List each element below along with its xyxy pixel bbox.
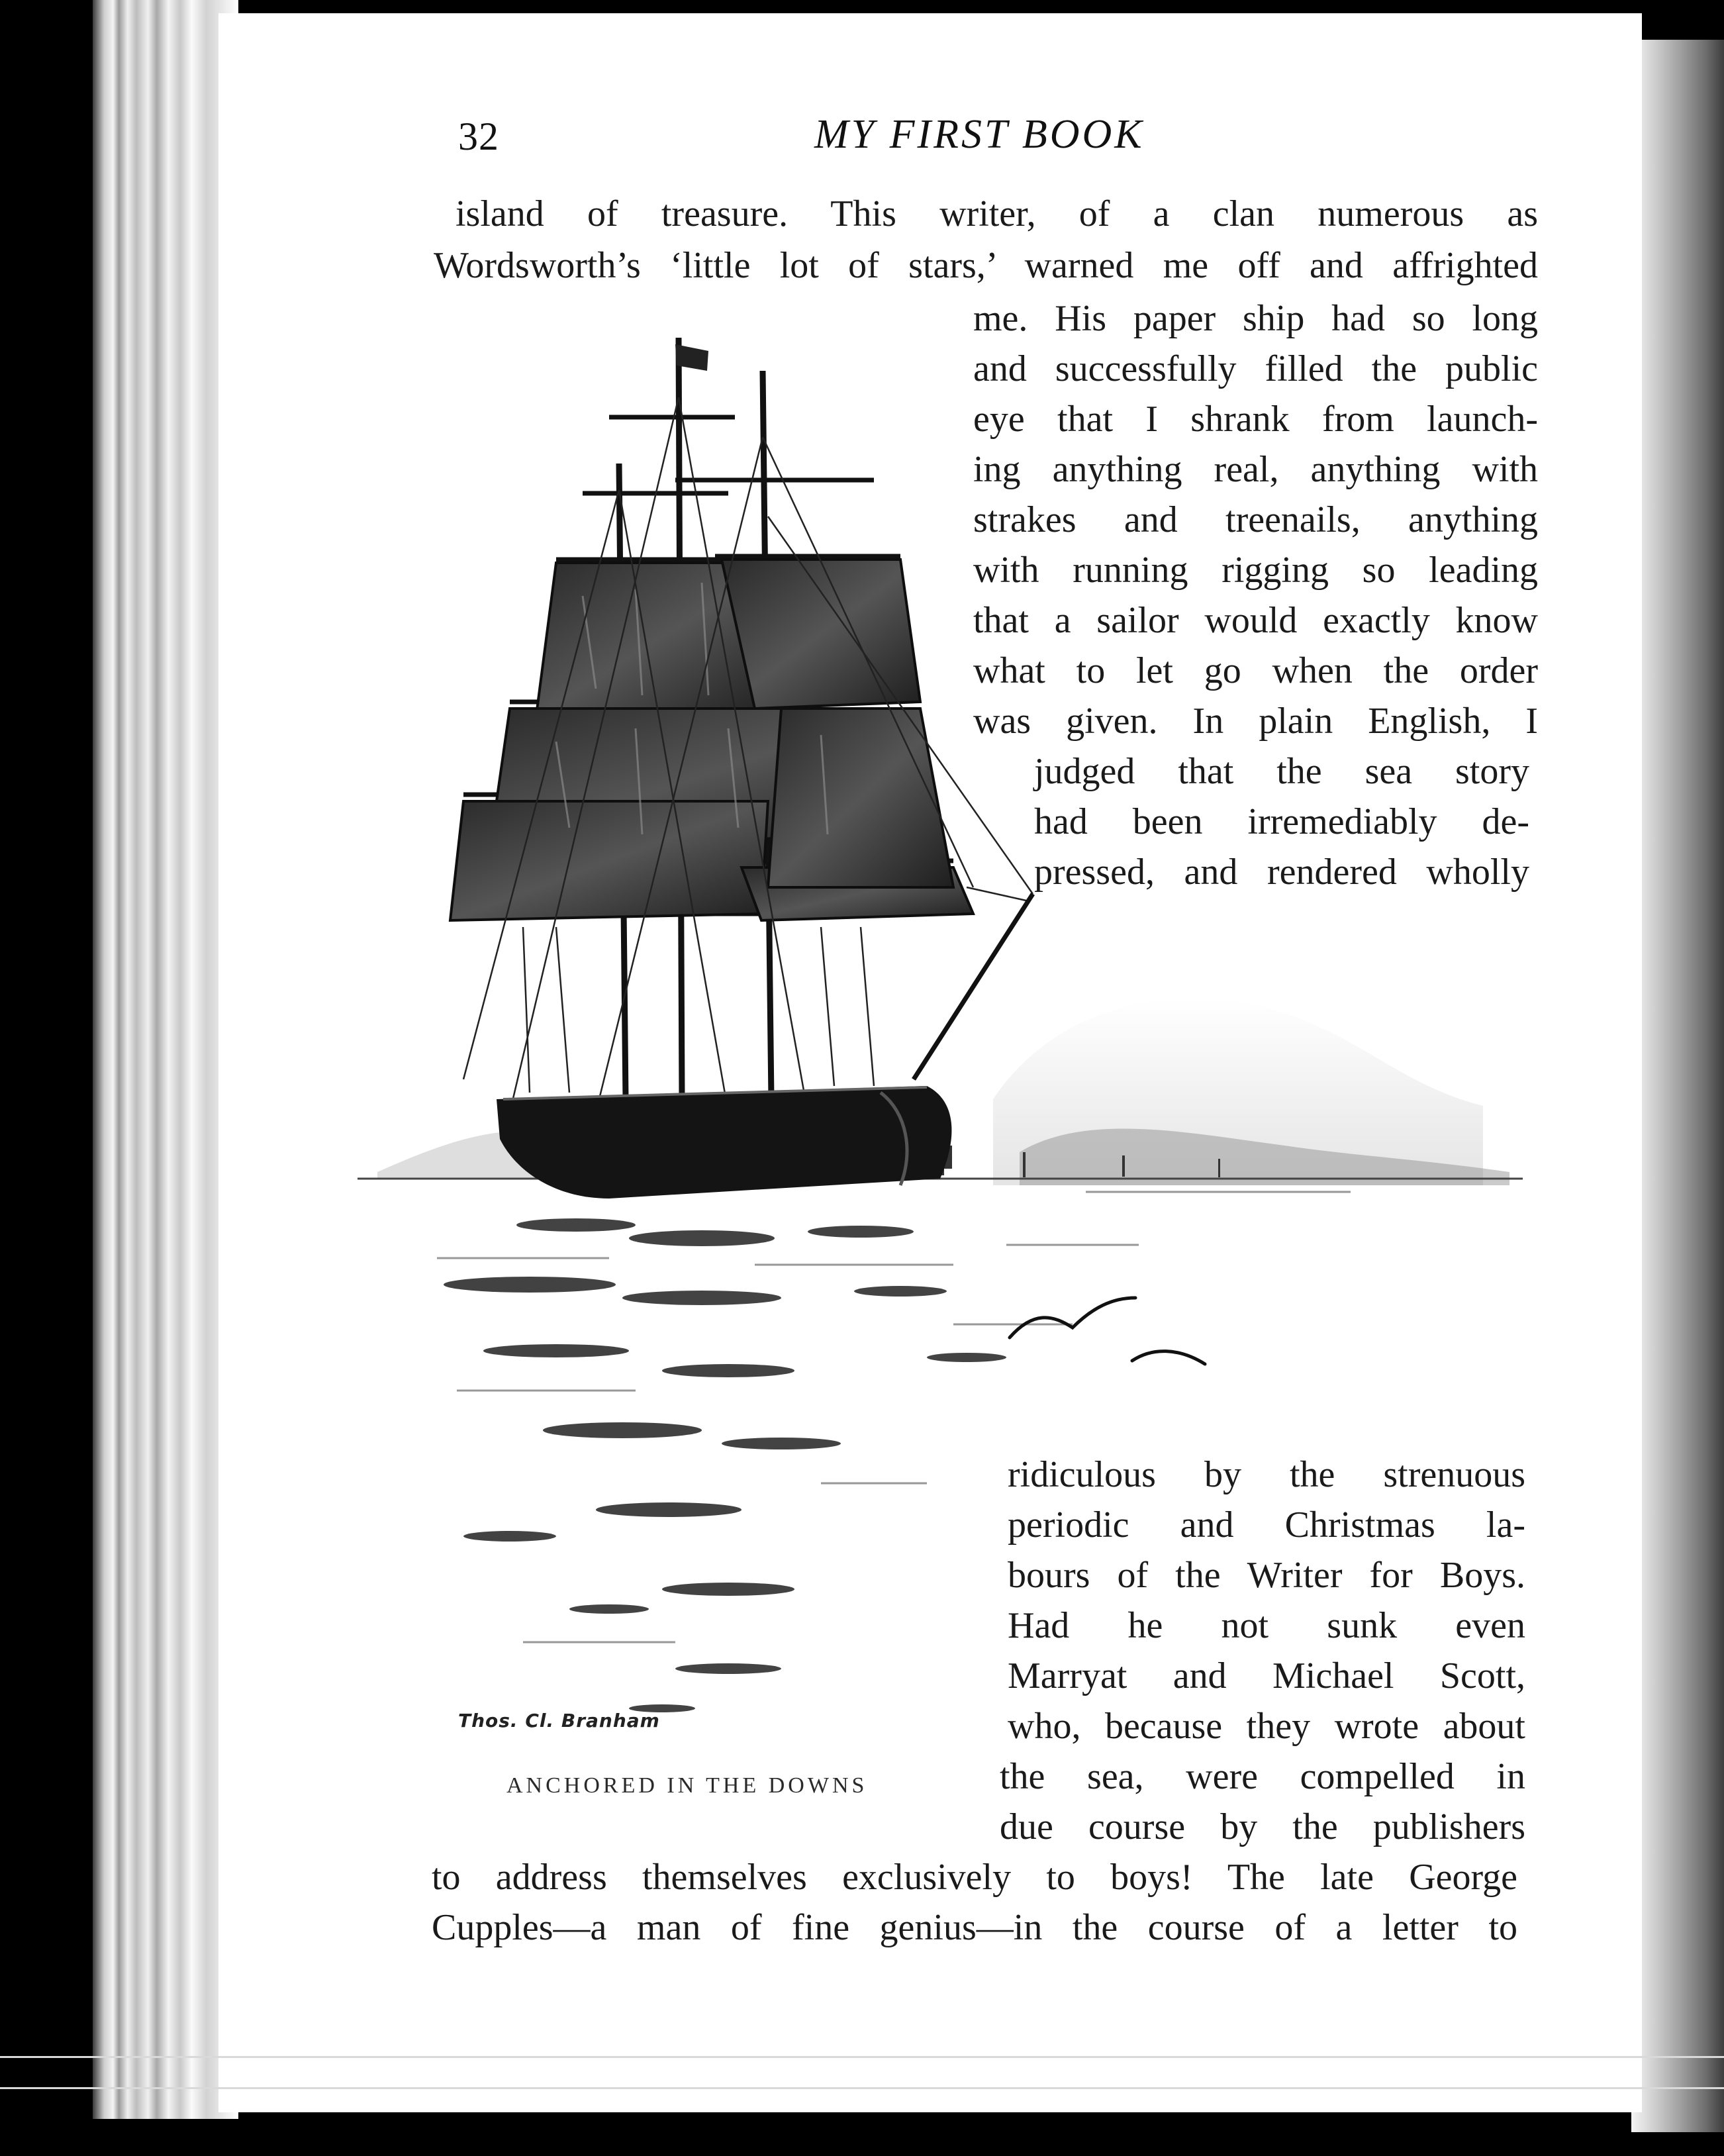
text-line: ridiculous by the strenuous [1008,1454,1525,1495]
ship-illustration [358,318,1536,1775]
text-line: the sea, were compelled in [1000,1756,1525,1797]
text-line: to address themselves exclusively to boys! The late George [432,1857,1517,1898]
page-number: 32 [458,115,499,158]
text-line: me. His paper ship had so long [973,298,1538,339]
book-page-edges [93,0,238,2119]
text-line: and successfully filled the public [973,348,1538,389]
text-line: island of treasure. This writer, of a clan numerous as [455,193,1538,234]
text-line: pressed, and rendered wholly [1034,852,1529,893]
text-line: ing anything real, anything with [973,449,1538,490]
scan-line [0,2056,1724,2058]
text-line: eye that I shrank from launch- [973,399,1538,440]
book-fore-edge-shadow [1631,40,1724,2132]
text-line: Marryat and Michael Scott, [1008,1655,1525,1696]
text-line: was given. In plain English, I [973,701,1538,742]
scan-line [0,2087,1724,2089]
text-line: Wordsworth’s ‘little lot of stars,’ warned me off and affrighted [434,245,1538,286]
text-line: had been irremediably de- [1034,801,1529,842]
text-line: Cupples—a man of fine genius—in the course of a letter to [432,1907,1517,1948]
text-line: bours of the Writer for Boys. [1008,1555,1525,1596]
text-line: judged that the sea story [1034,751,1529,792]
text-line: Had he not sunk even [1008,1605,1525,1646]
text-line: that a sailor would exactly know [973,600,1538,641]
text-line: what to let go when the order [973,650,1538,691]
text-line: periodic and Christmas la- [1008,1504,1525,1545]
text-line: due course by the publishers [1000,1806,1525,1847]
text-line: strakes and treenails, anything [973,499,1538,540]
figure-caption: ANCHORED IN THE DOWNS [506,1773,868,1798]
artist-signature: Thos. Cl. Branham [458,1710,660,1732]
text-line: who, because they wrote about [1008,1706,1525,1747]
running-head: MY FIRST BOOK [814,112,1145,157]
text-line: with running rigging so leading [973,550,1538,591]
